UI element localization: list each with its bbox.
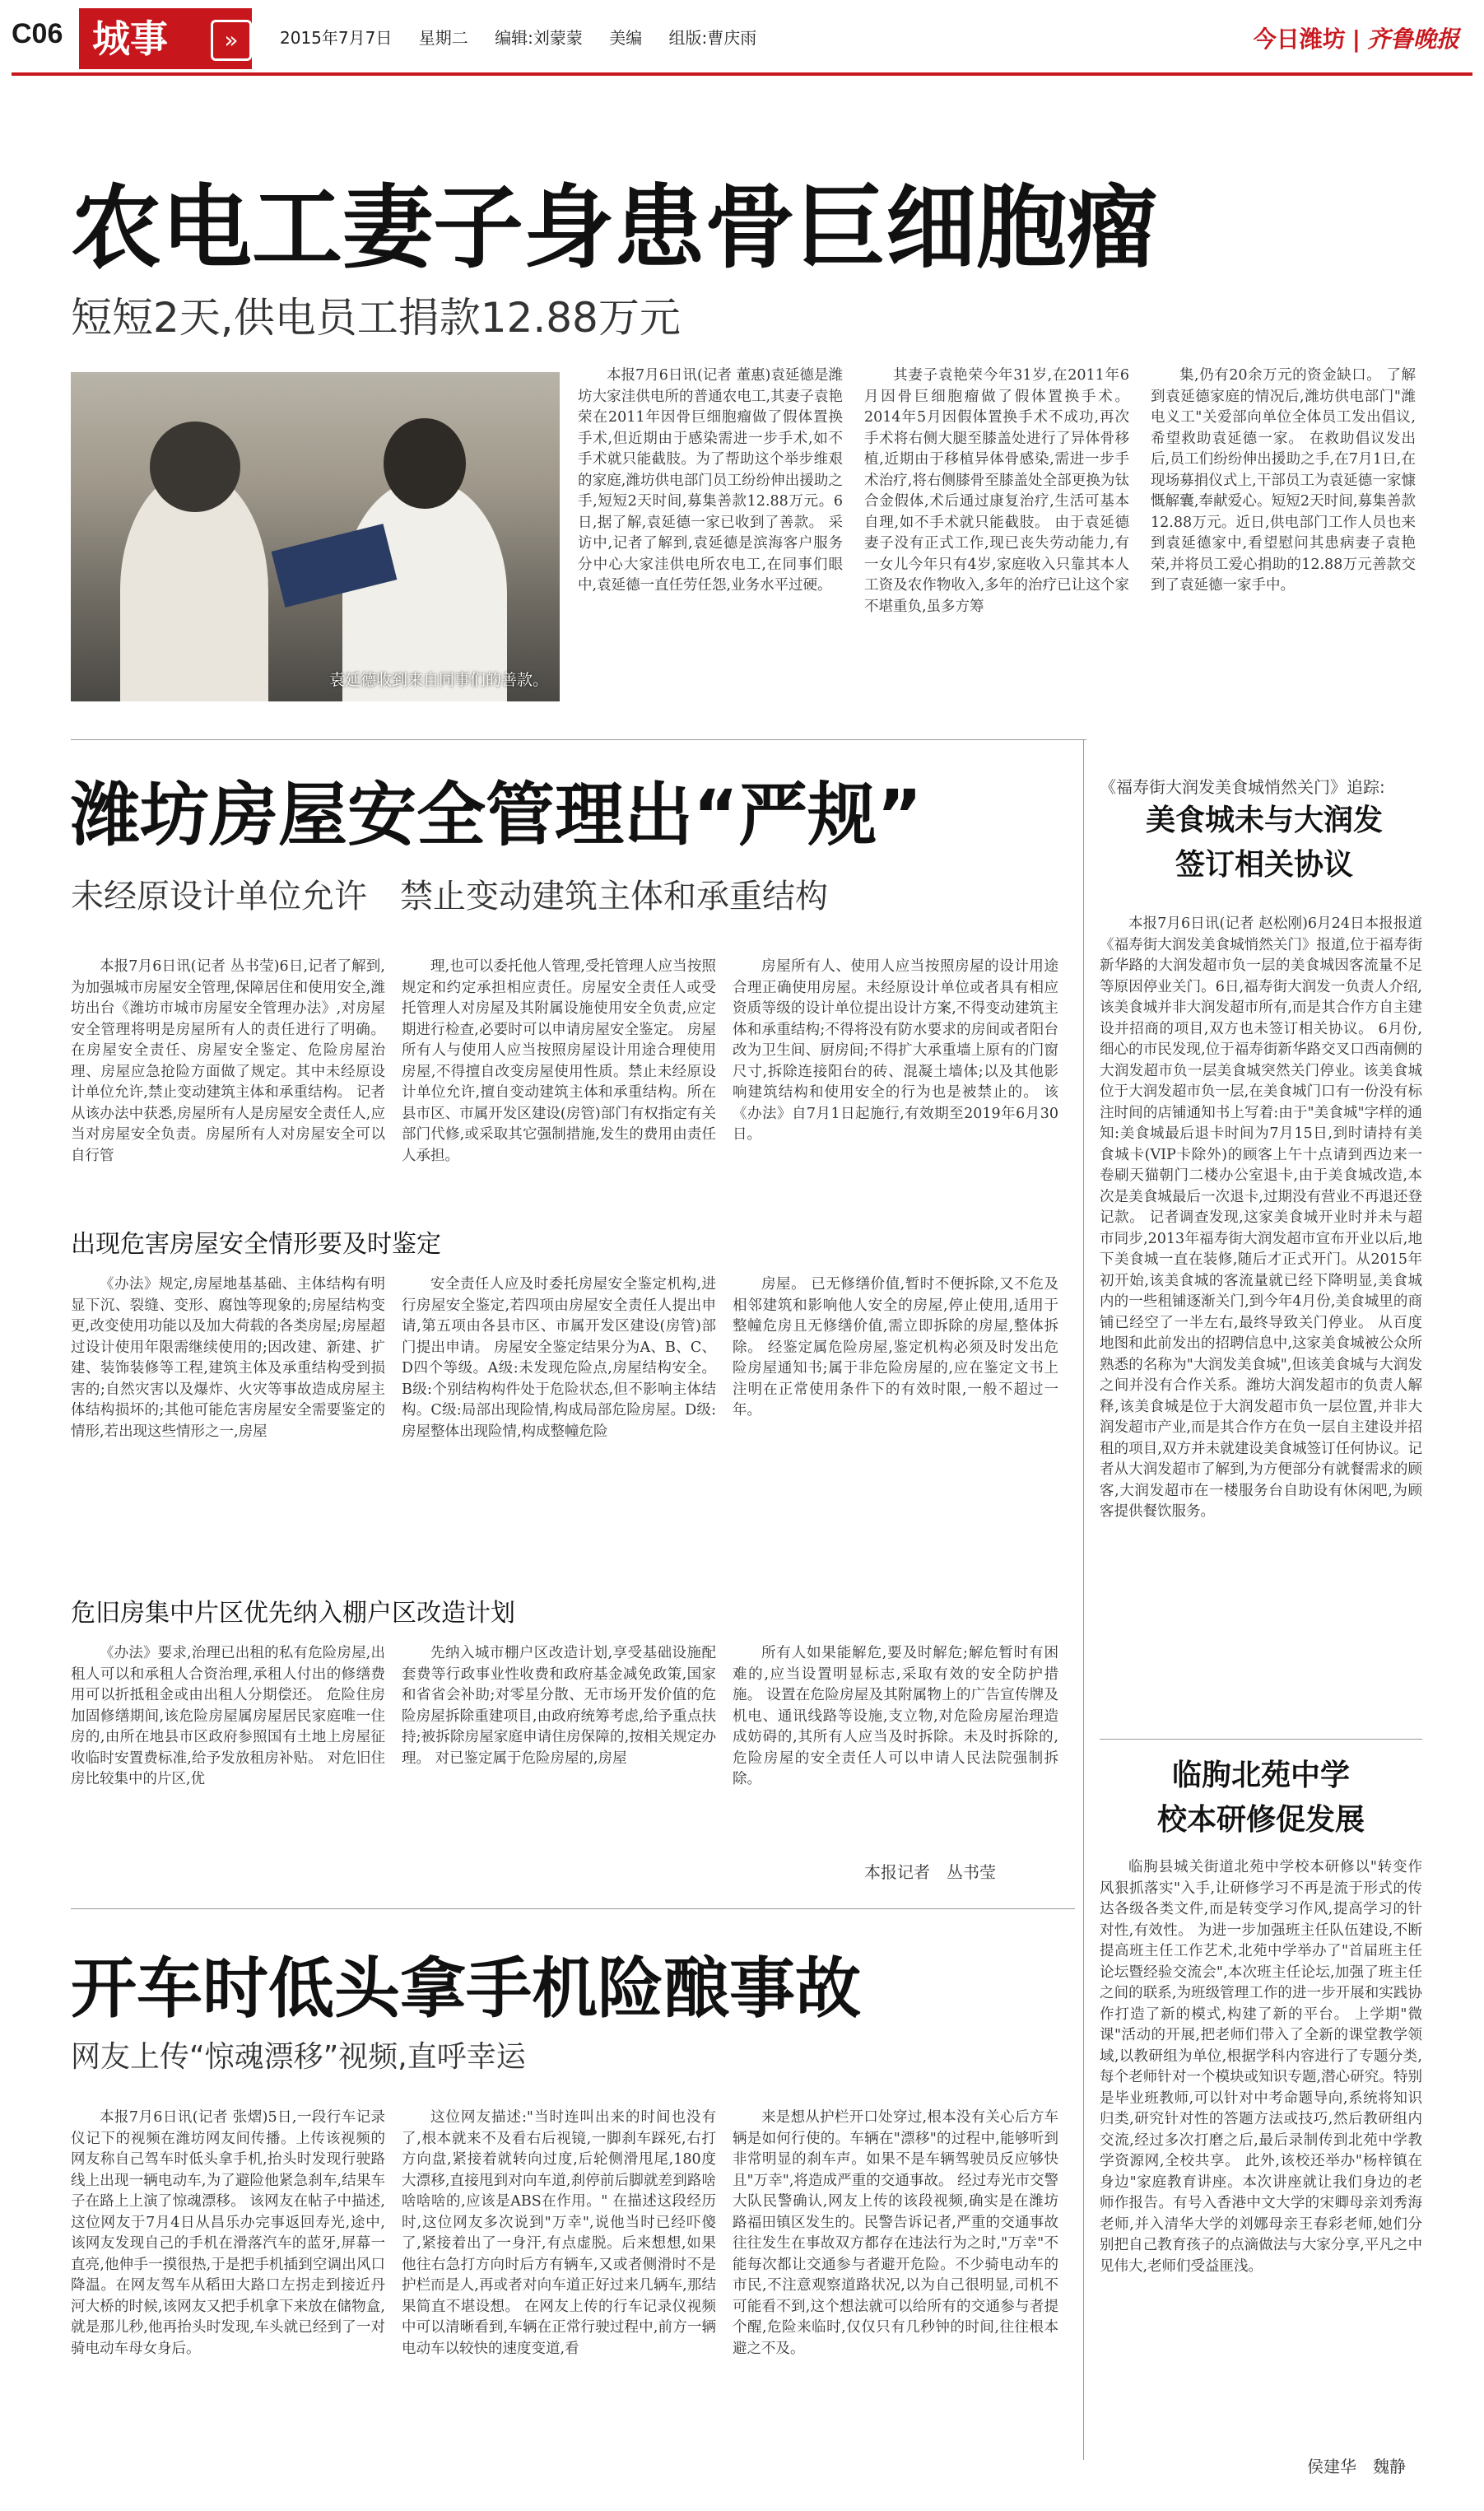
story3-subtitle: 网友上传“惊魂漂移”视频,直呼幸运: [71, 2040, 526, 2074]
masthead-brand: 今日潍坊 | 齐鲁晚报: [1253, 26, 1459, 53]
side1-text: 本报7月6日讯(记者 赵松刚)6月24日本报报道《福寿街大润发美食城悄然关门》报道,位于福寿街新华路的大润发超市负一层的美食城因客流量不足等原因停业关门。6日,福寿街大润发一负责人介绍,该美食城并非大润发超市所有,而是其合作方自主建设并招商的项目,双方也未签订相关协议。 6月份,细心的市民发现,位于福寿街新华路交叉口西南侧的大润发超市负一层美食城突然关门停业。该美食城位于大润发超市负一层,在美食城门口有一份没有标注时间的店铺通知书上写着:由于"美食城"字样的通知:美食城最后退卡时间为7月15日,到时请持有美食城卡(VIP卡除外)的顾客上午十点请到西边来一卷刷天猫朝门二楼办公室退卡,由于美食城改造,本次是美食城最后一次退卡,过期没有营业不再退还登记款。 记者调查发现,这家美食城开业时并未与超市同步,2013年福寿街大润发超市宣布开业以后,地下美食城一直在装修,随后才正式开门。从2015年初开始,该美食城的客流量就已经下降明显,美食城内的一些租铺逐渐关门,到今年4月份,美食城里的商铺已经空了一半左右,最终导致关门停业。 从百度地图和此前发出的招聘信息中,这家美食城被公众所熟悉的名称为"大润发美食城",但该美食城与大润发之间并没有合作关系。潍坊大润发超市的负责人解释,该美食城是位于大润发超市负一层位置,并非大润发超市产业,而是其合作方在负一层自主建设并招租的项目,双方并未就建设美食城签订任何协议。记者从大润发超市了解到,为方便部分有就餐需求的顾客,大润发超市在一楼服务台自助设有休闲吧,为顾客提供餐饮服务。: [1100, 915, 1422, 1520]
story3-title: 开车时低头拿手机险酿事故: [71, 1950, 861, 2027]
side2-body: [1100, 1857, 1422, 2442]
story2-sec1-column-3: [733, 1274, 1058, 1571]
issue-date: 2015年7月7日: [280, 28, 393, 48]
page-number: C06: [12, 18, 63, 49]
header-rule: [12, 72, 1472, 76]
person-left-head: [150, 422, 240, 512]
story1-text-1: 本报7月6日讯(记者 董惠)袁延德是潍坊大家洼供电所的普通农电工,其妻子袁艳荣在2011年因骨巨细胞瘤做了假体置换手术,但近期由于感染需进一步手术,如不手术就只能截肢。为了帮助这个举步维艰的家庭,潍坊供电部门员工纷纷伸出援助之手,短短2天时间,募集善款12.88万元。6日,据了解,袁延德一家已收到了善款。 采访中,记者了解到,袁延德是滨海客户服务分中心大家洼供电所农电工,在同事们眼中,袁延德一直任劳任怨,业务水平过硬。: [578, 367, 843, 594]
story2-column-2: [402, 957, 716, 1204]
story1-column-2: [864, 366, 1129, 703]
side1-title: [1100, 799, 1429, 887]
story2-column-1: [71, 957, 385, 1204]
story1-text-2: 其妻子袁艳荣今年31岁,在2011年6月因骨巨细胞瘤做了假体置换手术。2014年5月因假体置换手术不成功,再次手术将右侧大腿至膝盖处进行了异体骨移植,近期由于移植异体骨感染,需进一步手术治疗,将右侧膝骨至膝盖处全部更换为钛合金假体,术后通过康复治疗,生活可基本自理,如不手术就只能截肢。 由于袁延德妻子没有正式工作,现已丧失劳动能力,有一女儿今年只有4岁,家庭收入只靠其本人工资及农作物收入,多年的治疗已让这个家不堪重负,虽多方筹: [864, 367, 1129, 615]
section-label: 城事: [79, 8, 252, 69]
story2-subtitle: 未经原设计单位允许 禁止变动建筑主体和承重结构: [71, 878, 828, 915]
story3-text-3: 来是想从护栏开口处穿过,根本没有关心后方车辆是如何行使的。车辆在"漂移"的过程中,能够听到非常明显的刹车声。如果不是车辆驾驶员反应够快且"万幸",将造成严重的交通事故。 经过寿光市交警大队民警确认,网友上传的该段视频,确实是在潍坊路福田镇区发生的。民警告诉记者,严重的交通事故往往发生在事故双方都存在违法行为之时,"万幸"不能每次都让交通参与者避开危险。不少骑电动车的市民,不注意观察道路状况,以为自己很明显,司机不可能看不到,这个想法就可以给所有的交通参与者提个醒,危险来临时,仅仅只有几秒钟的时间,往往根本避之不及。: [733, 2109, 1058, 2357]
brand-paper: 齐鲁晚报: [1366, 26, 1459, 53]
brand-today: 今日潍坊: [1253, 26, 1346, 53]
story2-section1-head: 出现危害房屋安全情形要及时鉴定: [71, 1230, 441, 1259]
design-credit: 美编: [609, 28, 643, 48]
story2-text-3: 房屋所有人、使用人应当按照房屋的设计用途合理正确使用房屋。未经原设计单位或者具有相应资质等级的设计单位提出设计方案,不得变动建筑主体和承重结构;不得将没有防水要求的房间或者阳台改为卫生间、厨房间;不得扩大承重墙上原有的门窗尺寸,拆除连接阳台的砖、混凝土墙体;以及其他影响建筑结构和使用安全的行为也是被禁止的。 该《办法》自7月1日起施行,有效期至2019年6月30日。: [733, 958, 1058, 1143]
story2-sec1-text-1: 《办法》规定,房屋地基基础、主体结构有明显下沉、裂缝、变形、腐蚀等现象的;房屋结构变更,改变使用功能以及加大荷载的各类房屋;房屋超过设计使用年限需继续使用的;因改建、新建、扩建、装饰装修等工程,建筑主体及承重结构受到损害的;自然灾害以及爆炸、火灾等事故造成房屋主体结构损坏的;其他可能危害房屋安全需要鉴定的情形,若出现这些情形之一,房屋: [71, 1276, 385, 1440]
side2-title: [1100, 1754, 1422, 1842]
story2-sec1-column-1: [71, 1274, 385, 1571]
side1-title-line2: 签订相关协议: [1175, 848, 1353, 882]
issue-weekday: 星期二: [418, 28, 468, 48]
photo-caption: 袁延德收到来自同事们的善款。: [328, 671, 548, 689]
story2-sec2-column-2: [402, 1643, 716, 1890]
story2-sec2-text-1: 《办法》要求,治理已出租的私有危险房屋,出租人可以和承租人合资治理,承租人付出的修缮费用可以折抵租金或由出租人分期偿还。 危险住房加固修缮期间,该危险房屋属房屋居民家庭唯一住房的,由所在地县市区政府参照国有土地上房屋征收临时安置费标准,给予发放租房补贴。 对危旧住房比较集中的片区,优: [71, 1645, 385, 1787]
side2-title-line2: 校本研修促发展: [1156, 1803, 1365, 1837]
side2-text: 临朐县城关街道北苑中学校本研修以"转变作风狠抓落实"入手,让研修学习不再是流于形式的传达各级各类文件,而是转变学习作风,提高学习的针对性,有效性。 为进一步加强班主任队伍建设,不断提高班主任工作艺术,北苑中学举办了"首届班主任论坛暨经验交流会",本次班主任论坛,加强了班主任之间的联系,为班级管理工作的进一步开展和实践协作打造了新的模式,构建了新的平台。 上学期"微课"活动的开展,把老师们带入了全新的课堂教学领域,以教研组为单位,根据学科内容进行了专题分类,每个老师针对一个模块或知识专题,潜心研究。特别是毕业班教师,可以针对中考命题导向,系统将知识归类,研究针对性的答题方法或技巧,然后教研组内交流,经过多次打磨之后,最后录制传到北苑中学教学资源网,全校共享。 此外,该校还举办"杨梓镇在身边"家庭教育讲座。本次讲座就让我们身边的老师作报告。有号入香港中文大学的宋卿母亲刘秀海老师,并入清华大学的刘娜母亲王春彩老师,她们分别把自己教育孩子的点滴做法与大家分享,平凡之中见伟大,老师们受益匪浅。: [1100, 1859, 1422, 2275]
editor-credit: 编辑:刘蒙蒙: [495, 28, 583, 48]
story2-title: 潍坊房屋安全管理出“严规”: [71, 775, 923, 855]
story2-sec2-text-2: 先纳入城市棚户区改造计划,享受基础设施配套费等行政事业性收费和政府基金减免政策,国家和省省会补助;对零星分散、无市场开发价值的危险房屋拆除重建项目,由政府统筹考虑,给予重点扶持;被拆除房屋家庭申请住房保障的,按相关规定办理。 对已鉴定属于危险房屋的,房屋: [402, 1645, 716, 1767]
side1-body: [1100, 914, 1422, 1712]
story1-column-3: [1151, 366, 1416, 703]
story1-column-1: [578, 366, 843, 703]
person-right-head: [384, 418, 466, 509]
double-chevron-icon: »: [211, 20, 252, 61]
side1-kicker: 《福寿街大润发美食城悄然关门》追踪:: [1100, 777, 1385, 797]
story3-column-1: [71, 2108, 385, 2470]
story3-text-2: 这位网友描述:"当时连叫出来的时间也没有了,根本就来不及看右后视镜,一脚刹车踩死,右打方向盘,紧接着就转向过度,后轮侧滑甩尾,180度大漂移,直接甩到对向车道,刹停前后脚就差到路啥啥啥啥的,应该是ABS在作用。" 在描述这段经历时,这位网友多次说到"万幸",说他当时已经吓傻了,紧接着出了一身汗,有点虚脱。后来想想,如果他往右急打方向时后方有辆车,又或者侧滑时不是护栏而是人,再或者对向车道正好过来几辆车,那结果简直不堪设想。 在网友上传的行车记录仪视频中可以清晰看到,车辆在正常行驶过程中,前方一辆电动车以较快的速度变道,看: [402, 2109, 716, 2357]
story2-sec2-column-3: [733, 1643, 1058, 1854]
page-header: [0, 0, 1484, 79]
sidebar-rule: [1083, 739, 1084, 2460]
issue-meta: [280, 25, 778, 49]
story2-sec1-text-3: 房屋。 已无修缮价值,暂时不便拆除,又不危及相邻建筑和影响他人安全的房屋,停止使用,适用于整幢危房且无修缮价值,需立即拆除的房屋,整体拆除。 经鉴定属危险房屋,鉴定机构必须及时发出危险房屋通知书;属于非危险房屋的,应在鉴定文书上注明在正常使用条件下的有效时限,一般不超过一年。: [733, 1276, 1058, 1419]
divider-side: [1100, 1739, 1422, 1740]
divider-story2: [71, 1908, 1075, 1909]
story2-section2-head: 危旧房集中片区优先纳入棚户区改造计划: [71, 1599, 515, 1628]
story2-text-2: 理,也可以委托他人管理,受托管理人应当按照规定和约定承担相应责任。房屋安全责任人或受托管理人对房屋及其附属设施使用安全负责,应定期进行检查,必要时可以申请房屋安全鉴定。 房屋所有人与使用人应当按照房屋设计用途合理使用房屋,不得擅自改变房屋使用性质。禁止未经原设计单位允许,擅自变动建筑主体和承重结构。所在县市区、市属开发区建设(房管)部门有权指定有关部门代修,或采取其它强制措施,发生的费用由责任人承担。: [402, 958, 716, 1164]
story1-subtitle: 短短2天,供电员工捐款12.88万元: [71, 294, 681, 342]
story2-sec1-text-2: 安全责任人应及时委托房屋安全鉴定机构,进行房屋安全鉴定,若四项由房屋安全责任人提出申请,第五项由各县市区、市属开发区建设(房管)部门提出申请。 房屋安全鉴定结果分为A、B、C、D四个等级。A级:未发现危险点,房屋结构安全。B级:个别结构构件处于危险状态,但不影响主体结构。C级:局部出现险情,构成局部危险房屋。D级:房屋整体出现险情,构成整幢危险: [402, 1276, 716, 1440]
story1-title: 农电工妻子身患骨巨细胞瘤: [71, 175, 1157, 281]
side2-title-line1: 临朐北苑中学: [1171, 1759, 1350, 1792]
story2-sec1-column-2: [402, 1274, 716, 1571]
story3-column-2: [402, 2108, 716, 2470]
story1-text-3: 集,仍有20余万元的资金缺口。 了解到袁延德家庭的情况后,潍坊供电部门"潍电义工"关爱部向单位全体员工发出倡议,希望救助袁延德一家。 在救助倡议发出后,员工们纷纷伸出援助之手,在7月1日,在现场募捐仪式上,干部员工为袁延德一家慷慨解囊,奉献爱心。短短2天时间,募集善款12.88万元。近日,供电部门工作人员也来到袁延德家中,看望慰问其患病妻子袁艳荣,并将员工爱心捐助的12.88万元善款交到了袁延德一家手中。: [1151, 367, 1416, 594]
story2-byline: 本报记者 丛书莹: [864, 1862, 996, 1882]
side2-byline: 侯建华 魏静: [1307, 2457, 1406, 2476]
story3-column-3: [733, 2108, 1058, 2470]
side1-title-line1: 美食城未与大润发: [1145, 804, 1383, 837]
story1-photo: [71, 372, 560, 701]
proof-credit: 组版:曹庆雨: [668, 28, 757, 48]
story2-sec2-column-1: [71, 1643, 385, 1890]
story2-sec2-text-3: 所有人如果能解危,要及时解危;解危暂时有困难的,应当设置明显标志,采取有效的安全防护措施。 设置在危险房屋及其附属物上的广告宣传牌及机电、通讯线路等设施,支立物,对危险房屋治理造成妨碍的,其所有人应当及时拆除。未及时拆除的,危险房屋的安全责任人可以申请人民法院强制拆除。: [733, 1645, 1058, 1787]
story2-text-1: 本报7月6日讯(记者 丛书莹)6日,记者了解到,为加强城市房屋安全管理,保障居住和使用安全,潍坊出台《潍坊市城市房屋安全管理办法》,对房屋安全管理将明是房屋所有人的责任进行了明确。在房屋安全责任、房屋安全鉴定、危险房屋治理、房屋应急抢险方面做了规定。其中未经原设计单位允许,禁止变动建筑主体和承重结构。 记者从该办法中获悉,房屋所有人是房屋安全责任人,应当对房屋安全负责。房屋所有人对房屋安全可以自行管: [71, 958, 385, 1164]
story3-text-1: 本报7月6日讯(记者 张熠)5日,一段行车记录仪记下的视频在潍坊网友间传播。上传该视频的网友称自己驾车时低头拿手机,抬头时发现行驶路线上出现一辆电动车,为了避险他紧急刹车,结果车子在路上上演了惊魂漂移。 该网友在帖子中描述,这位网友于7月4日从昌乐办完事返回寿光,途中,该网友发现自己的手机在滑落汽车的蓝牙,屏幕一直亮,他伸手一摸很热,于是把手机插到空调出风口降温。在网友驾车从稻田大路口左拐走到接近丹河大桥的时候,该网友又把手机拿下来放在储物盒,就是那儿秒,他再抬头时发现,车头就已经到了一对骑电动车母女身后。: [71, 2109, 385, 2357]
story2-column-3: [733, 957, 1058, 1204]
divider-story1: [71, 739, 1086, 740]
